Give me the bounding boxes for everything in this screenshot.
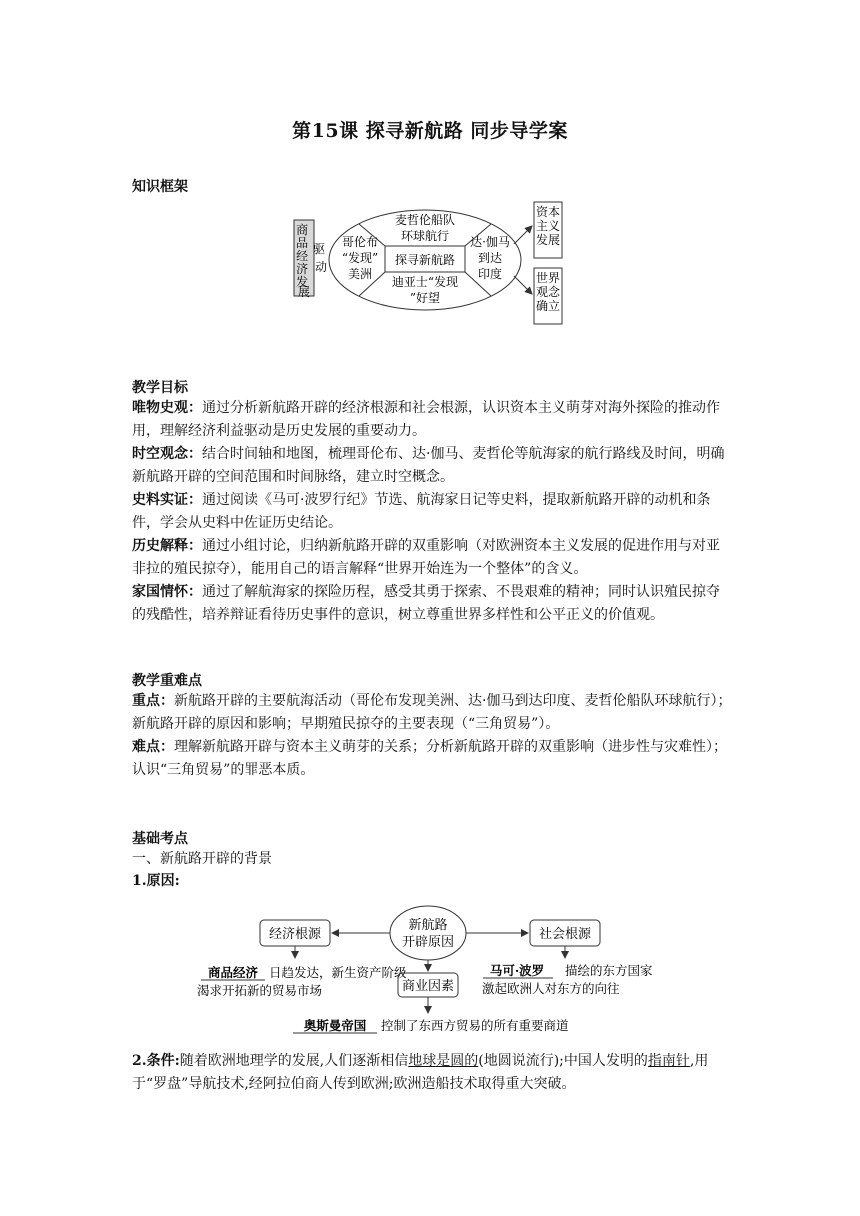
social-text: 描绘的东方国家激起欧洲人对东方的向往 <box>482 963 653 996</box>
ottoman-blank: 奥斯曼帝国 <box>303 1018 367 1033</box>
key-list <box>132 690 732 782</box>
condition-paragraph: 2.条件:随着欧洲地理学的发展,人们逐渐相信地球是圆的(地圆说流行);中国人发明的指南针,用于“罗盘”导航技术,经阿拉伯商人传到欧洲;欧洲造船技术取得重大突破。 <box>132 1053 709 1092</box>
basics-subheading: 一、新航路开辟的背景 <box>132 851 272 867</box>
key-heading: 教学重难点 <box>132 673 202 689</box>
top-text: 麦哲伦船队环球航行 <box>394 213 456 243</box>
bottom-text: 迪亚士“发现”好望 <box>391 275 459 305</box>
goal-item: 家国情怀：通过了解航海家的探险历程，感受其勇于探索、不畏艰难的精神；同时认识殖民掠夺的残酷性，培养辩证看待历史事件的意识，树立尊重世界多样性和公平正义的价值观。 <box>132 584 720 623</box>
framework-heading: 知识框架 <box>132 179 188 195</box>
center-label: 新航路开辟原因 <box>401 918 455 950</box>
goal-item: 时空观念：结合时间轴和地图，梳理哥伦布、达·伽马、麦哲伦等航海家的航行路线及时间，明确新航路开辟的空间范围和时间脉络，建立时空概念。 <box>132 446 725 485</box>
goal-item: 史料实证：通过阅读《马可·波罗行纪》节选、航海家日记等史料，提取新航路开辟的动机和条件，学会从史料中佐证历史结论。 <box>132 492 711 531</box>
goal-item: 历史解释：通过小组讨论，归纳新航路开辟的双重影响（对欧洲资本主义发展的促进作用与对亚非拉的殖民掠夺），能用自己的语言解释“世界开始连为一个整体”的含义。 <box>132 538 720 577</box>
result-2-text: 世界观念确立 <box>535 271 561 313</box>
econ-label: 经济根源 <box>268 927 322 942</box>
left-text: 哥伦布“发现”美洲 <box>341 235 379 281</box>
center-ellipse <box>390 906 466 960</box>
knowledge-framework-diagram <box>288 196 578 326</box>
basics-heading: 基础考点 <box>132 831 188 847</box>
commerce-label: 商业因素 <box>401 979 455 994</box>
key-item: 难点：理解新航路开辟与资本主义萌芽的关系；分析新航路开辟的双重影响（进步性与灾难性）；认识“三角贸易”的罪恶本质。 <box>132 739 727 778</box>
ottoman-text: 控制了东西方贸易的所有重要商道 <box>381 1018 569 1033</box>
goals-list <box>132 397 732 627</box>
goal-item: 唯物史观：通过分析新航路开辟的经济根源和社会根源，认识资本主义萌芽对海外探险的推动作用，理解经济利益驱动是历史发展的重要动力。 <box>132 400 720 439</box>
econ-text: 日趋发达，新生资产阶级渴求开拓新的贸易市场 <box>197 965 407 998</box>
page-title: 第15课 探寻新航路 同步导学案 <box>292 120 568 142</box>
right-text: 达·伽马到达印度 <box>470 235 510 281</box>
cause-diagram <box>195 900 653 1048</box>
econ-blank: 商品经济 <box>207 965 259 980</box>
social-blank: 马可·波罗 <box>489 963 545 978</box>
goals-heading: 教学目标 <box>132 380 188 396</box>
cause-label: 1.原因: <box>132 873 180 889</box>
left-box-text: 商 品 经 济 发 展 <box>296 223 311 299</box>
key-item: 重点：新航路开辟的主要航海活动（哥伦布发现美洲、达·伽马到达印度、麦哲伦船队环球航行）；新航路开辟的原因和影响；早期殖民掠夺的主要表现（“三角贸易”）。 <box>132 693 732 732</box>
social-label: 社会根源 <box>538 927 592 942</box>
result-1-text: 资本主义发展 <box>535 205 561 247</box>
center-text: 探寻新航路 <box>394 253 456 267</box>
drive-label: 驱 动 <box>313 242 328 274</box>
